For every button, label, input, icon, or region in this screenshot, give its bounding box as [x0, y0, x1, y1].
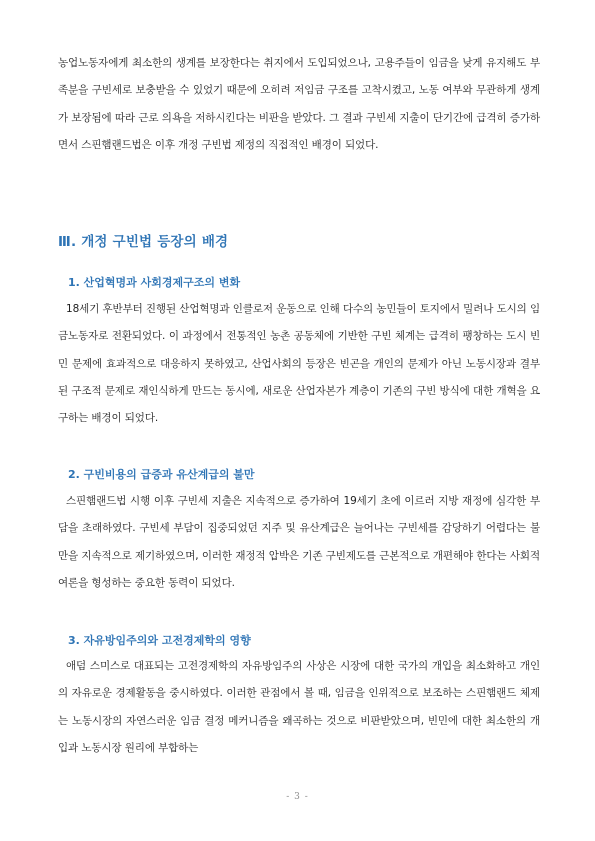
page-number: - 3 -	[286, 792, 309, 802]
subsection-body-3: 애덤 스미스로 대표되는 고전경제학의 자유방임주의 사상은 시장에 대한 국가의 개입을 최소화하고 개인의 자유로운 경제활동을 중시하였다. 이러한 관점에서 볼 때, 임금을 인위적으로 보조하는 스핀햄랜드 체제는 노동시장의 자연스러운 임금 결정 메커니즘을 왜곡하는 것으로 비판받았으며, 빈민에 대한 최소한의 개입과 노동시장 원리에 부합하는	[58, 660, 540, 754]
intro-paragraph: 농업노동자에게 최소한의 생계를 보장한다는 취지에서 도입되었으나, 고용주들이 임금을 낮게 유지해도 부족분을 구빈세로 보충받을 수 있었기 때문에 오히려 저임금 구조를 고착시켰고, 노동 여부와 무관하게 생계가 보장됨에 따라 근로 의욕을 저하시킨다는 비판을 받았다. 그 결과 구빈세 지출이 단기간에 급격히 증가하면서 스핀햄랜드법은 이후 개정 구빈법 제정의 직접적인 배경이 되었다.	[58, 57, 540, 151]
subsection-body-2: 스핀햄랜드법 시행 이후 구빈세 지출은 지속적으로 증가하여 19세기 초에 이르러 지방 재정에 심각한 부담을 초래하였다. 구빈세 부담이 집중되었던 지주 및 유산계급은 늘어나는 구빈세를 감당하기 어렵다는 불만을 지속적으로 제기하였으며, 이러한 재정적 압박은 기존 구빈제도를 근본적으로 개편해야 한다는 사회적 여론을 형성하는 중요한 동력이 되었다.	[58, 495, 540, 589]
subsection-heading-2: 2. 구빈비용의 급증과 유산계급의 불만	[68, 468, 255, 481]
subsection-heading-3: 3. 자유방임주의와 고전경제학의 영향	[68, 634, 251, 647]
subsection-heading-1: 1. 산업혁명과 사회경제구조의 변화	[68, 276, 241, 289]
subsection-body-1: 18세기 후반부터 진행된 산업혁명과 인클로저 운동으로 인해 다수의 농민들이 토지에서 밀려나 도시의 임금노동자로 전환되었다. 이 과정에서 전통적인 농촌 공동체에 기반한 구빈 체계는 급격히 팽창하는 도시 빈민 문제에 효과적으로 대응하지 못하였고, 산업사회의 등장은 빈곤을 개인의 문제가 아닌 노동시장과 결부된 구조적 문제로 재인식하게 만드는 동시에, 새로운 산업자본가 계층이 기존의 구빈 방식에 대한 개혁을 요구하는 배경이 되었다.	[58, 303, 540, 425]
section-heading: Ⅲ. 개정 구빈법 등장의 배경	[58, 234, 229, 250]
